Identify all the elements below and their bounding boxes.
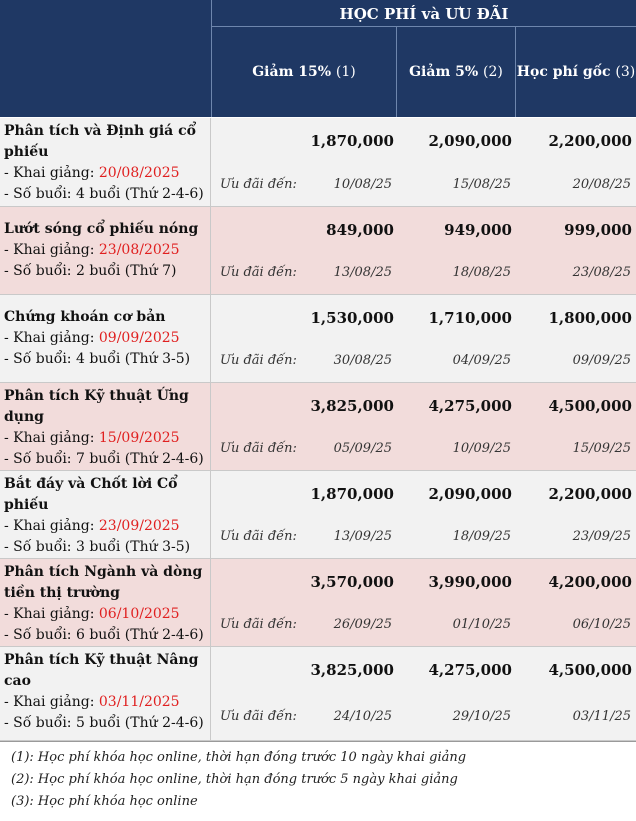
column-header-discount-5 <box>397 27 516 117</box>
deadline-2: 04/09/25 <box>452 353 511 368</box>
course-name: Lướt sóng cổ phiếu nóng <box>4 221 199 237</box>
course-start <box>4 692 206 713</box>
deadline-3: 09/09/25 <box>572 353 631 368</box>
table-row <box>0 471 636 559</box>
header-corner-cell <box>0 0 212 117</box>
price-discount-5: 949,000 <box>444 221 512 239</box>
price-discount-15: 3,825,000 <box>310 397 394 415</box>
course-sessions: - Số buổi: 7 buổi (Thứ 2-4-6) <box>4 451 204 467</box>
price-original: 1,800,000 <box>548 309 632 327</box>
start-label: - Khai giảng: <box>4 165 99 181</box>
footnote-3: (3): Học phí khóa học online <box>11 794 198 809</box>
table-title: HỌC PHÍ và ƯU ĐÃI <box>212 0 636 27</box>
price-original: 4,500,000 <box>548 397 632 415</box>
course-cell <box>0 647 211 740</box>
course-name: Phân tích Kỹ thuật Nâng cao <box>4 652 199 689</box>
deadline-1: 10/08/25 <box>333 177 392 192</box>
course-name: Bắt đáy và Chốt lời Cổ phiếu <box>4 476 178 513</box>
price-discount-15: 1,530,000 <box>310 309 394 327</box>
deadline-1: 05/09/25 <box>333 441 392 456</box>
price-discount-15: 849,000 <box>326 221 394 239</box>
start-label: - Khai giảng: <box>4 606 99 622</box>
price-discount-5: 1,710,000 <box>428 309 512 327</box>
table-row <box>0 295 636 383</box>
price-discount-5: 3,990,000 <box>428 573 512 591</box>
course-sessions: - Số buổi: 3 buổi (Thứ 3-5) <box>4 539 191 555</box>
price-discount-5: 2,090,000 <box>428 132 512 150</box>
column-note-ref: (2) <box>483 64 503 80</box>
deadline-1: 26/09/25 <box>333 617 392 632</box>
price-discount-5: 4,275,000 <box>428 661 512 679</box>
price-original: 4,200,000 <box>548 573 632 591</box>
table-row <box>0 118 636 207</box>
deadline-1: 13/09/25 <box>333 529 392 544</box>
column-label: Giảm 5% <box>409 64 479 80</box>
price-original: 999,000 <box>564 221 632 239</box>
deadline-label: Ưu đãi đến: <box>220 617 297 632</box>
course-sessions: - Số buổi: 6 buổi (Thứ 2-4-6) <box>4 627 204 643</box>
deadline-2: 15/08/25 <box>452 177 511 192</box>
course-sessions: - Số buổi: 5 buổi (Thứ 2-4-6) <box>4 715 204 731</box>
course-cell <box>0 295 211 382</box>
start-label: - Khai giảng: <box>4 430 99 446</box>
table-row <box>0 647 636 741</box>
start-label: - Khai giảng: <box>4 518 99 534</box>
deadline-3: 23/09/25 <box>572 529 631 544</box>
price-original: 2,200,000 <box>548 132 632 150</box>
course-sessions: - Số buổi: 2 buổi (Thứ 7) <box>4 263 177 279</box>
course-cell <box>0 383 211 470</box>
course-start <box>4 516 206 537</box>
table-row <box>0 559 636 647</box>
course-name: Chứng khoán cơ bản <box>4 309 166 325</box>
table-header <box>0 0 636 117</box>
course-sessions: - Số buổi: 4 buổi (Thứ 2-4-6) <box>4 186 204 202</box>
course-start <box>4 428 206 449</box>
start-date: 03/11/2025 <box>98 694 180 710</box>
footnote-1: (1): Học phí khóa học online, thời hạn đóng trước 10 ngày khai giảng <box>11 750 467 765</box>
deadline-3: 03/11/25 <box>572 709 631 724</box>
column-label: Học phí gốc <box>516 64 611 80</box>
deadline-3: 23/08/25 <box>572 265 631 280</box>
deadline-2: 01/10/25 <box>452 617 511 632</box>
deadline-label: Ưu đãi đến: <box>220 529 297 544</box>
footnote-2: (2): Học phí khóa học online, thời hạn đóng trước 5 ngày khai giảng <box>11 772 458 787</box>
deadline-label: Ưu đãi đến: <box>220 709 297 724</box>
start-label: - Khai giảng: <box>4 694 99 710</box>
course-name: Phân tích Kỹ thuật Ứng dụng <box>4 388 189 425</box>
course-start <box>4 604 206 625</box>
price-discount-15: 1,870,000 <box>310 132 394 150</box>
start-date: 06/10/2025 <box>98 606 180 622</box>
deadline-3: 15/09/25 <box>572 441 631 456</box>
column-header-original-fee <box>516 27 636 117</box>
course-name: Phân tích Ngành và dòng tiền thị trường <box>4 564 203 601</box>
column-note-ref: (1) <box>335 64 356 80</box>
course-start <box>4 163 206 184</box>
course-cell <box>0 559 211 646</box>
table-row <box>0 207 636 295</box>
start-label: - Khai giảng: <box>4 330 99 346</box>
deadline-label: Ưu đãi đến: <box>220 265 297 280</box>
column-header-discount-15 <box>212 27 397 117</box>
deadline-label: Ưu đãi đến: <box>220 177 297 192</box>
deadline-3: 06/10/25 <box>572 617 631 632</box>
deadline-1: 13/08/25 <box>333 265 392 280</box>
start-label: - Khai giảng: <box>4 242 99 258</box>
deadline-label: Ưu đãi đến: <box>220 353 297 368</box>
start-date: 09/09/2025 <box>98 330 180 346</box>
deadline-2: 29/10/25 <box>452 709 511 724</box>
column-label: Giảm 15% <box>252 64 332 80</box>
price-original: 4,500,000 <box>548 661 632 679</box>
start-date: 20/08/2025 <box>98 165 180 181</box>
start-date: 23/09/2025 <box>98 518 180 534</box>
deadline-label: Ưu đãi đến: <box>220 441 297 456</box>
course-name: Phân tích và Định giá cổ phiếu <box>4 123 196 160</box>
price-discount-5: 2,090,000 <box>428 485 512 503</box>
course-cell <box>0 471 211 558</box>
start-date: 15/09/2025 <box>98 430 180 446</box>
deadline-2: 10/09/25 <box>452 441 511 456</box>
price-discount-15: 3,570,000 <box>310 573 394 591</box>
course-start <box>4 240 206 261</box>
deadline-3: 20/08/25 <box>572 177 631 192</box>
deadline-2: 18/08/25 <box>452 265 511 280</box>
column-note-ref: (3) <box>615 64 636 80</box>
course-sessions: - Số buổi: 4 buổi (Thứ 3-5) <box>4 351 191 367</box>
price-original: 2,200,000 <box>548 485 632 503</box>
deadline-1: 30/08/25 <box>333 353 392 368</box>
course-start <box>4 328 206 349</box>
price-discount-5: 4,275,000 <box>428 397 512 415</box>
footnotes <box>0 741 636 821</box>
table-row <box>0 383 636 471</box>
deadline-2: 18/09/25 <box>452 529 511 544</box>
price-discount-15: 3,825,000 <box>310 661 394 679</box>
deadline-1: 24/10/25 <box>333 709 392 724</box>
course-cell <box>0 207 211 294</box>
start-date: 23/08/2025 <box>98 242 180 258</box>
price-discount-15: 1,870,000 <box>310 485 394 503</box>
course-cell <box>0 118 211 206</box>
